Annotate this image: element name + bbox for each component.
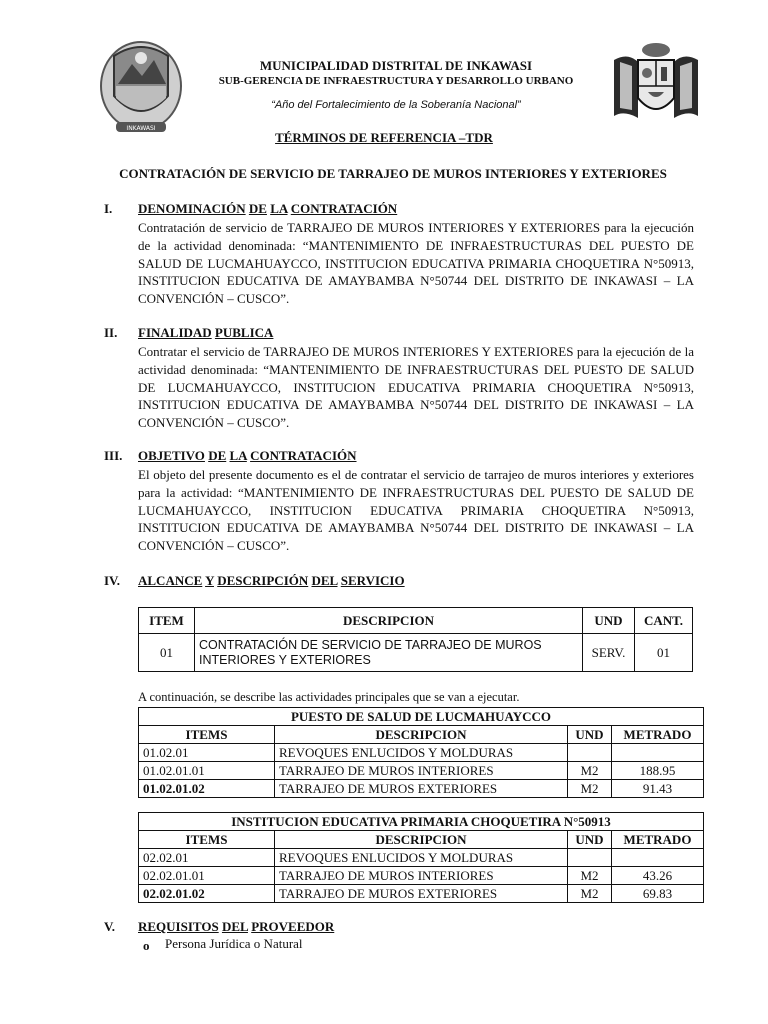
table-row [139, 885, 704, 903]
activity-table [138, 707, 704, 798]
year-motto: “Año del Fortalecimiento de la Soberanía Nacional” [271, 99, 521, 111]
table-cell: 43.26 [612, 867, 704, 885]
table-row [139, 780, 704, 798]
table-row [139, 744, 704, 762]
table-cell: TARRAJEO DE MUROS EXTERIORES [275, 780, 568, 798]
org-name: MUNICIPALIDAD DISTRITAL DE INKAWASI [259, 58, 533, 73]
table-cell [568, 849, 612, 867]
section-heading: ALCANCE Y DESCRIPCIÓN DEL SERVICIO [138, 573, 405, 588]
table-header: UND [583, 608, 635, 634]
table-cell: TARRAJEO DE MUROS INTERIORES [275, 762, 568, 780]
table-caption: PUESTO DE SALUD DE LUCMAHUAYCCO [139, 708, 704, 726]
section-number: V. [104, 919, 115, 934]
section-number: II. [104, 325, 118, 340]
activity-table [138, 812, 704, 903]
table-cell [612, 744, 704, 762]
doc-title: TÉRMINOS DE REFERENCIA –TDR [275, 130, 493, 145]
table-cell: 91.43 [612, 780, 704, 798]
table-header: UND [568, 831, 612, 849]
table-cell: 01.02.01 [139, 744, 275, 762]
section-heading: FINALIDAD PUBLICA [138, 325, 274, 340]
table-row [139, 762, 704, 780]
table-cell: 01 [139, 634, 195, 672]
table-cell: M2 [568, 762, 612, 780]
table-cell: 02.02.01.02 [139, 885, 275, 903]
table-header: CANT. [635, 608, 693, 634]
table-header: DESCRIPCION [275, 831, 568, 849]
table-header: METRADO [612, 831, 704, 849]
table-cell: 01 [635, 634, 693, 672]
section-heading: REQUISITOS DEL PROVEEDOR [138, 919, 335, 934]
table-row [139, 634, 693, 672]
table-header: UND [568, 726, 612, 744]
table-row [139, 867, 704, 885]
table-header: DESCRIPCION [195, 608, 583, 634]
table-caption: INSTITUCION EDUCATIVA PRIMARIA CHOQUETIRA N°50913 [139, 813, 704, 831]
table-cell [612, 849, 704, 867]
table-cell: TARRAJEO DE MUROS EXTERIORES [275, 885, 568, 903]
table-row [139, 849, 704, 867]
table-cell: M2 [568, 885, 612, 903]
table-cell: 188.95 [612, 762, 704, 780]
municipal-coat-of-arms-icon [96, 36, 186, 136]
table-header: ITEMS [139, 726, 275, 744]
table-cell: 02.02.01.01 [139, 867, 275, 885]
section-body: El objeto del presente documento es el de contratar el servicio de tarrajeo de muros interiores y exteriores para la actividad: “MANTENIMIENTO DE INFRAESTRUCTURAS DEL PUESTO DE SALUD DE LUCMAHUAYCCO, INSTITUCION EDUCATIVA PRIMARIA CHOQUETIRA N°50913, INSTITUCION EDUCATIVA DE AMAYBAMBA N°50744 DEL DISTRITO DE INKAWASI – LA CONVENCIÓN – CUSCO”. [138, 467, 694, 554]
table-cell: M2 [568, 867, 612, 885]
table-cell: CONTRATACIÓN DE SERVICIO DE TARRAJEO DE MUROS INTERIORES Y EXTERIORES [195, 634, 583, 672]
table-cell: 01.02.01.02 [139, 780, 275, 798]
table-header: ITEM [139, 608, 195, 634]
service-table [138, 607, 693, 672]
section-heading: OBJETIVO DE LA CONTRATACIÓN [138, 448, 357, 463]
table-cell: 01.02.01.01 [139, 762, 275, 780]
bullet-marker: o [143, 938, 150, 953]
section-number: III. [104, 448, 123, 463]
section-body: Contratación de servicio de TARRAJEO DE MUROS INTERIORES Y EXTERIORES para la ejecución de la actividad denominada: “MANTENIMIENTO DE INFRAESTRUCTURAS DEL PUESTO DE SALUD DE LUCMAHUAYCCO, INSTITUCION EDUCATIVA PRIMARIA CHOQUETIRA N°50913, INSTITUCION EDUCATIVA DE AMAYBAMBA N°50744 DEL DISTRITO DE INKAWASI – LA CONVENCIÓN – CUSCO”. [138, 220, 694, 307]
section-number: IV. [104, 573, 121, 588]
table-cell: REVOQUES ENLUCIDOS Y MOLDURAS [275, 849, 568, 867]
main-title: CONTRATACIÓN DE SERVICIO DE TARRAJEO DE MUROS INTERIORES Y EXTERIORES [119, 166, 667, 181]
table-cell: 02.02.01 [139, 849, 275, 867]
suborg-name: SUB-GERENCIA DE INFRAESTRUCTURA Y DESARROLLO URBANO [218, 75, 574, 87]
table-cell: REVOQUES ENLUCIDOS Y MOLDURAS [275, 744, 568, 762]
activities-intro: A continuación, se describe las actividades principales que se van a ejecutar. [138, 690, 520, 704]
table-header: METRADO [612, 726, 704, 744]
logo-banner-text: INKAWASI [126, 125, 156, 132]
peru-coat-of-arms-icon [608, 40, 704, 132]
table-header: DESCRIPCION [275, 726, 568, 744]
table-cell: 69.83 [612, 885, 704, 903]
section-number: I. [104, 201, 113, 216]
requirement-item: Persona Jurídica o Natural [165, 936, 303, 951]
section-heading: DENOMINACIÓN DE LA CONTRATACIÓN [138, 201, 398, 216]
table-cell [568, 744, 612, 762]
section-body: Contratar el servicio de TARRAJEO DE MUROS INTERIORES Y EXTERIORES para la ejecución de la actividad denominada: “MANTENIMIENTO DE INFRAESTRUCTURAS DEL PUESTO DE SALUD DE LUCMAHUAYCCO, INSTITUCION EDUCATIVA PRIMARIA CHOQUETIRA N°50913, INSTITUCION EDUCATIVA DE AMAYBAMBA N°50744 DEL DISTRITO DE INKAWASI – LA CONVENCIÓN – CUSCO”. [138, 344, 694, 431]
table-cell: TARRAJEO DE MUROS INTERIORES [275, 867, 568, 885]
table-cell: SERV. [583, 634, 635, 672]
table-cell: M2 [568, 780, 612, 798]
table-header: ITEMS [139, 831, 275, 849]
